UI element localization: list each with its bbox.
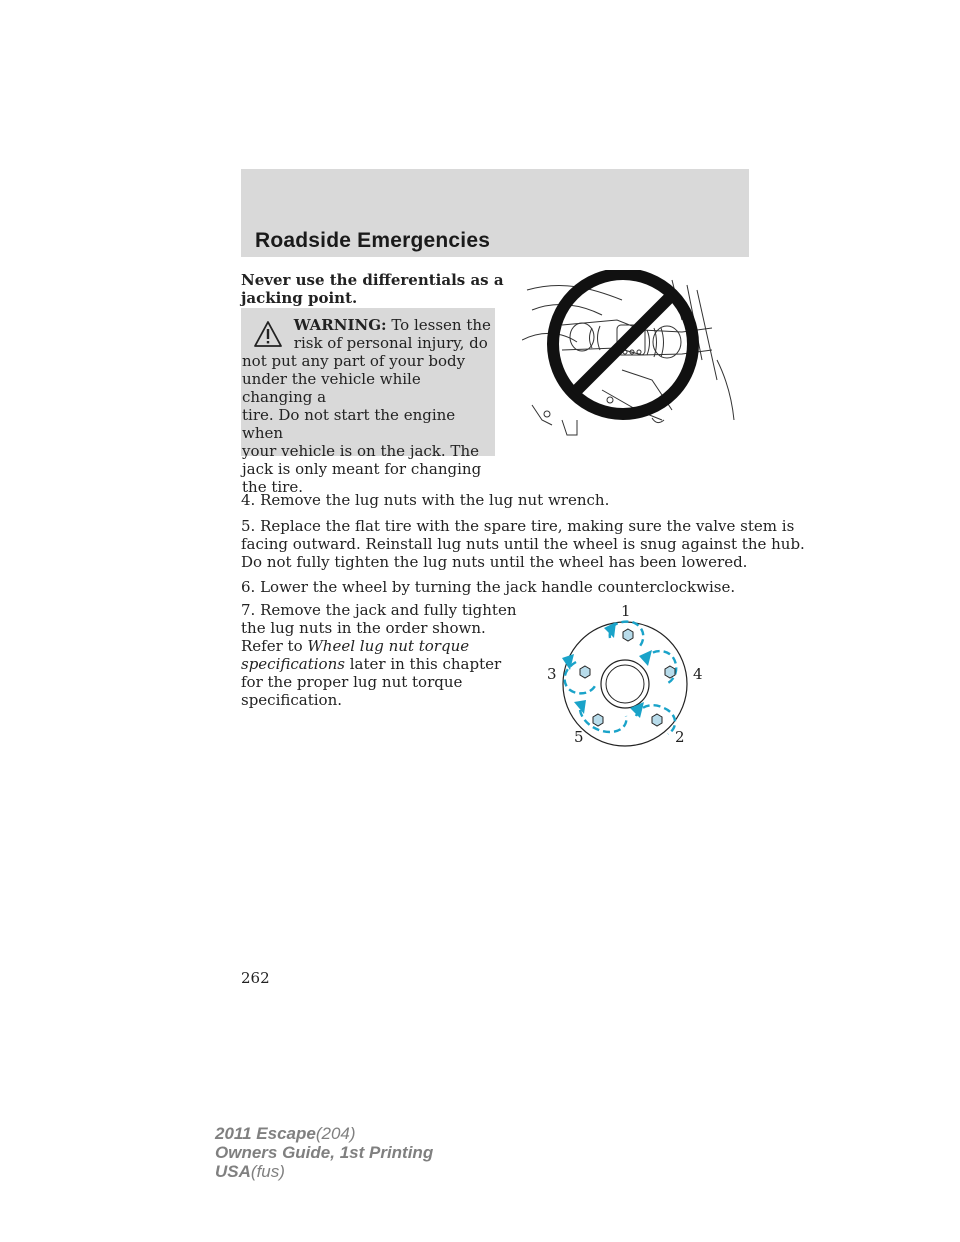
step-5-line-3: Do not fully tighten the lug nuts until the wheel has been lowered.: [241, 553, 748, 571]
no-jack-differential-illustration: [522, 270, 742, 440]
step-5: [241, 517, 805, 571]
footer-region: USA: [215, 1162, 251, 1181]
warning-line-2: risk of personal injury, do: [293, 334, 488, 352]
warning-label: WARNING:: [293, 316, 387, 334]
intro-line-2: jacking point.: [241, 289, 358, 307]
lug-label-3: 3: [547, 665, 557, 683]
footer-model: 2011 Escape: [215, 1124, 316, 1143]
warning-line-8: the tire.: [242, 478, 303, 496]
footer-code: (204): [315, 1124, 356, 1143]
step-7-line-6: specification.: [241, 691, 343, 709]
footer-region-code: (fus): [250, 1162, 285, 1181]
warning-line-4: under the vehicle while changing a: [242, 370, 421, 406]
warning-line-7: jack is only meant for changing: [242, 460, 482, 478]
step-7-refer: Refer to: [241, 637, 303, 655]
lug-label-4: 4: [693, 665, 703, 683]
footer-guide: Owners Guide, 1st Printing: [215, 1143, 434, 1162]
step-7-line-4: later in this chapter: [349, 655, 502, 673]
warning-line-1: To lessen the: [391, 316, 491, 334]
torque-spec-reference: Wheel lug nut torque: [307, 637, 470, 655]
lug-nut-tightening-diagram: [540, 598, 710, 748]
section-title: Roadside Emergencies: [255, 229, 491, 252]
lug-label-1: 1: [621, 602, 631, 620]
step-4: 4. Remove the lug nuts with the lug nut wrench.: [241, 491, 610, 509]
warning-text: [242, 316, 492, 496]
step-5-line-2: facing outward. Reinstall lug nuts until the wheel is snug against the hub.: [241, 535, 805, 553]
intro-text: [241, 271, 504, 307]
step-5-line-1: 5. Replace the flat tire with the spare tire, making sure the valve stem is: [241, 517, 795, 535]
lug-label-2: 2: [675, 728, 685, 746]
step-6: 6. Lower the wheel by turning the jack handle counterclockwise.: [241, 578, 736, 596]
warning-box: [241, 308, 495, 496]
intro-line-1: Never use the differentials as a: [241, 271, 504, 289]
warning-line-3: not put any part of your body: [242, 352, 466, 370]
warning-line-6: your vehicle is on the jack. The: [242, 442, 479, 460]
page-number: 262: [241, 969, 270, 987]
lug-label-5: 5: [574, 728, 584, 746]
step-7-line-5: for the proper lug nut torque: [241, 673, 463, 691]
footer-imprint: [215, 1124, 615, 1181]
warning-line-5: tire. Do not start the engine when: [242, 406, 456, 442]
step-7: [241, 601, 517, 709]
torque-spec-reference-cont: specifications: [241, 655, 345, 673]
step-7-line-2: the lug nuts in the order shown.: [241, 619, 486, 637]
step-7-line-1: 7. Remove the jack and fully tighten: [241, 601, 517, 619]
